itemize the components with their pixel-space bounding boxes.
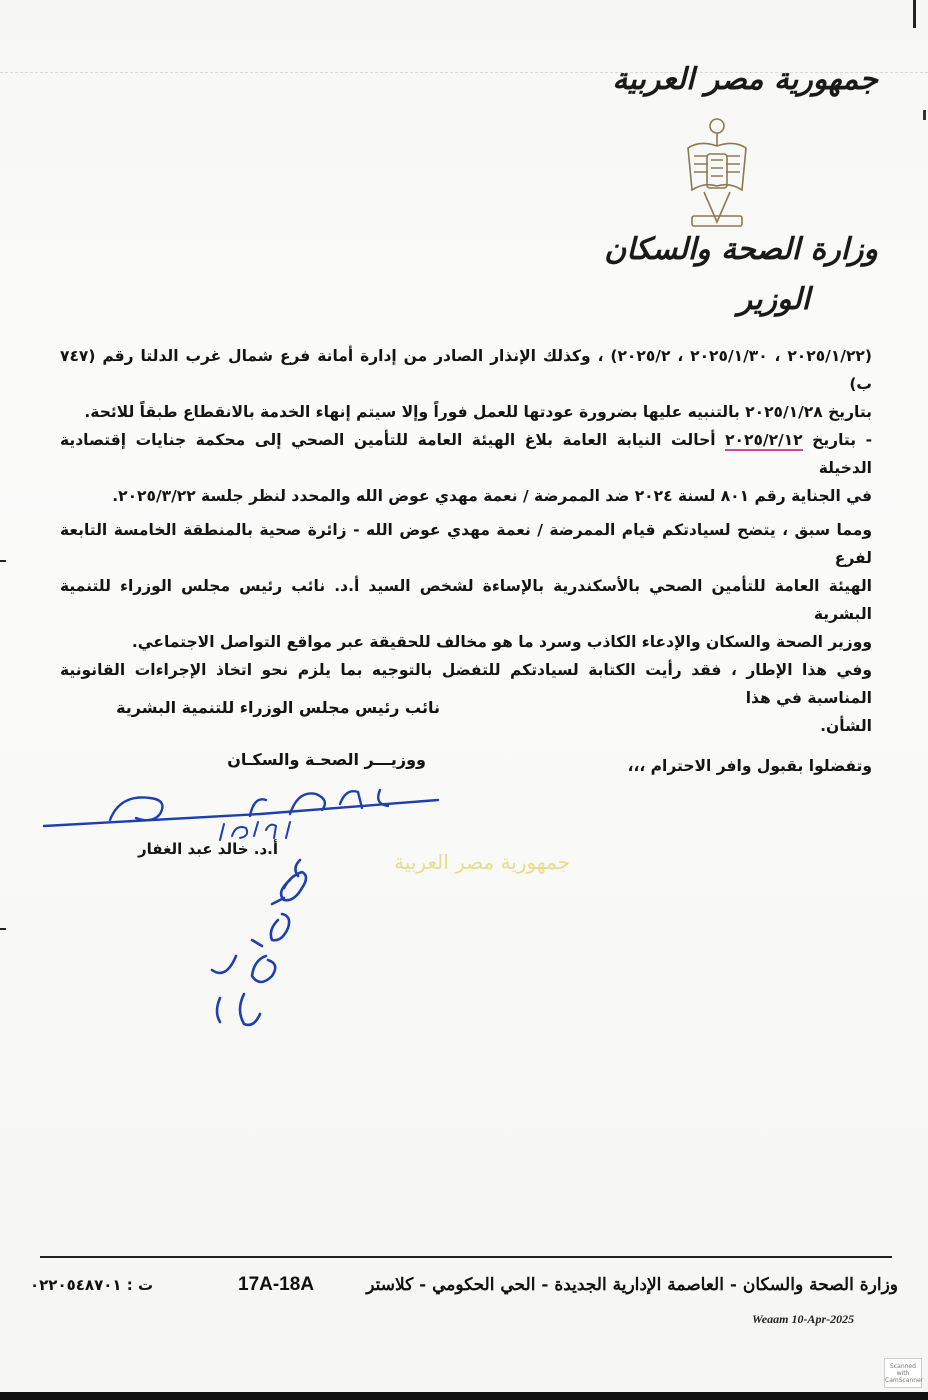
bullet-text: أحالت النيابة العامة بلاغ الهيئة العامة للتأمين الصحي إلى محكمة جنايات إقتصادية الدخيلة — [60, 431, 872, 477]
signature-title-line1: نائب رئيس مجلس الوزراء للتنمية البشرية — [116, 698, 440, 717]
body-line: وفي هذا الإطار ، فقد رأيت الكتابة لسيادتكم للتفضل بالتوجيه بما يلزم نحو اتخاذ الإجراءات القانونية المناسبة في هذا — [60, 661, 872, 707]
punch-mark — [0, 928, 6, 930]
footer-phone: ت : ٠٢٢٠٥٤٨٧٠١ — [30, 1276, 154, 1294]
scanner-watermark: Scanned with CamScanner — [884, 1358, 922, 1388]
footer-scan-note: Weaam 10-Apr-2025 — [752, 1312, 855, 1326]
signature-title-line2: ووزيـــر الصحـة والسكـان — [227, 750, 426, 769]
underlined-date: ٢٠٢٥/٢/١٢ — [725, 431, 803, 449]
bullet-prefix: - بتاريخ — [802, 431, 873, 449]
signatory-name: أ.د. خالد عبد الغفار — [138, 840, 278, 858]
letterhead-republic: جمهورية مصر العربية — [612, 62, 878, 97]
handwritten-signature-icon — [40, 780, 460, 1040]
footer-divider — [40, 1256, 892, 1258]
body-bullet — [60, 426, 872, 482]
letterhead-ministry: وزارة الصحة والسكان — [604, 232, 878, 267]
body-line: (٢٠٢٥/١/٢٢ ، ٢٠٢٥/١/٣٠ ، ٢٠٢٥/٢) ، وكذلك الإنذار الصادر من إدارة أمانة فرع شمال غرب الدلتا رقم (٧٤٧ ب) — [60, 347, 872, 393]
letterhead-minister: الوزير — [737, 282, 810, 317]
body-line: الهيئة العامة للتأمين الصحي بالأسكندرية بالإساءة لشخص السيد أ.د. نائب رئيس مجلس الوزراء للتنمية البشرية — [60, 577, 872, 623]
scan-edge-mark — [923, 110, 926, 120]
body-line: في الجناية رقم ٨٠١ لسنة ٢٠٢٤ ضد الممرضة / نعمة مهدي عوض الله والمحدد لنظر جلسة ٢٠٢٥/٣/٢٢. — [112, 487, 872, 505]
ghost-stamp-text: جمهورية مصر العربية — [394, 850, 570, 874]
footer-address: وزارة الصحة والسكان - العاصمة الإدارية الجديدة - الحي الحكومي - كلاستر — [366, 1275, 898, 1295]
closing-line: وتفضلوا بقبول وافر الاحترام ،،، — [627, 757, 872, 775]
punch-mark — [0, 560, 6, 562]
scan-edge-mark — [913, 0, 916, 28]
footer-building-code: 17A-18A — [238, 1274, 315, 1295]
eagle-emblem-icon — [678, 112, 756, 232]
body-line: ووزير الصحة والسكان والإدعاء الكاذب وسرد ما هو مخالف للحقيقة عبر مواقع التواصل الاجتماعي. — [131, 633, 872, 651]
body-line: ومما سبق ، يتضح لسيادتكم قيام الممرضة / نعمة مهدي عوض الله - زائرة صحية بالمنطقة الخامسة التابعة لفرع — [60, 521, 872, 567]
scan-bottom-edge — [0, 1392, 928, 1400]
body-line: الشأن. — [820, 717, 872, 735]
body-line: بتاريخ ٢٠٢٥/١/٢٨ بالتنبيه عليها بضرورة عودتها للعمل فوراً وإلا سيتم إنهاء الخدمة بالانقطاع طبقاً للائحة. — [84, 403, 872, 421]
